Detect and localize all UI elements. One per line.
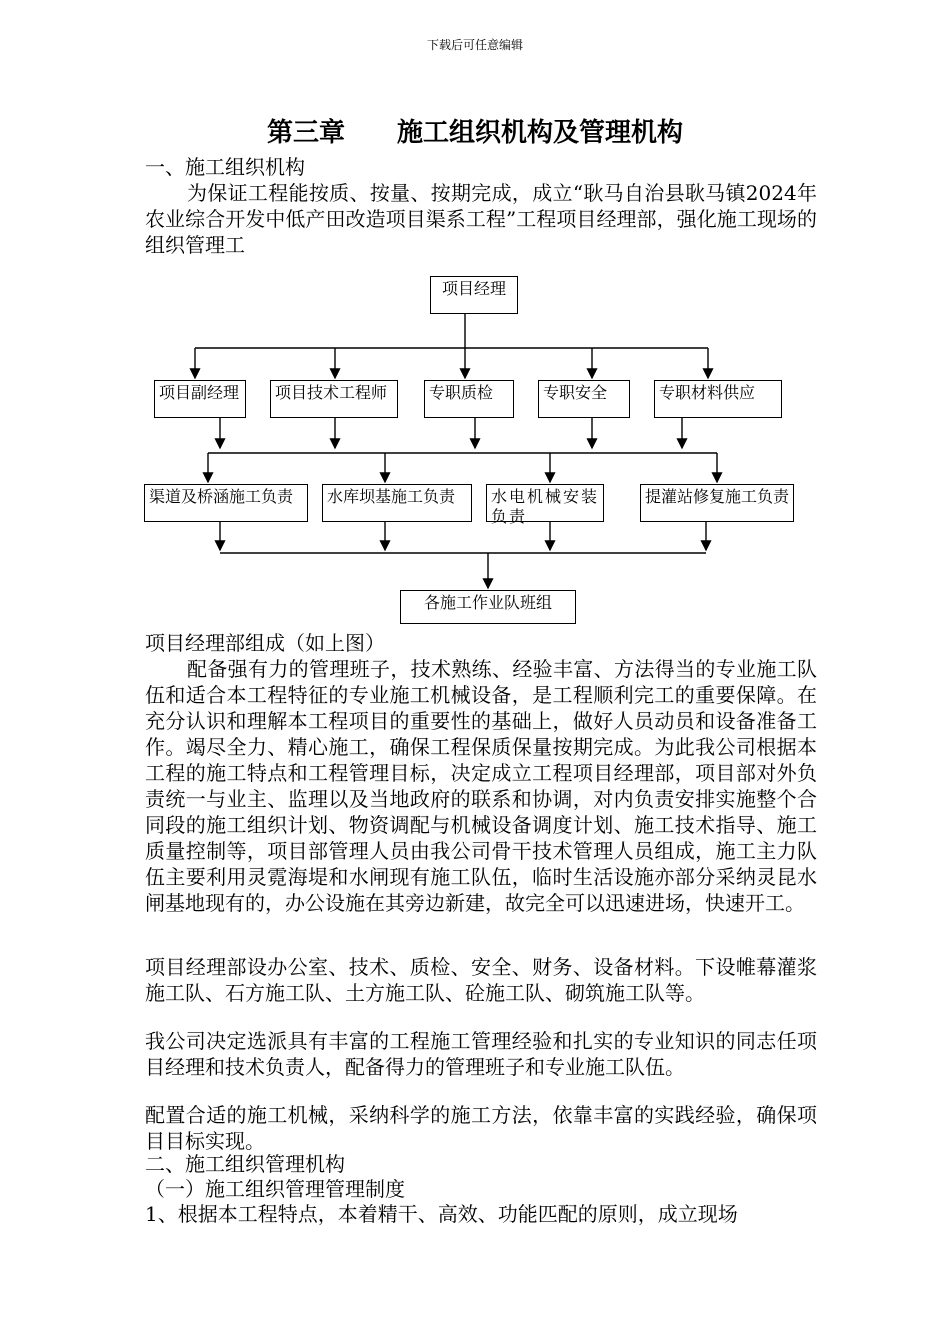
org-node-project-manager: 项目经理 bbox=[430, 276, 518, 314]
org-node-pump-station-lead: 提灌站修复施工负责 bbox=[640, 484, 794, 522]
org-chart bbox=[140, 270, 820, 630]
org-node-safety-officer: 专职安全 bbox=[538, 380, 630, 418]
org-node-reservoir-dam-lead: 水库坝基施工负责 bbox=[322, 484, 472, 522]
org-node-mechanical-install-lead: 水电机械安装负责 bbox=[486, 484, 604, 522]
section2-subheading: （一）施工组织管理管理制度 bbox=[145, 1177, 405, 1201]
org-node-quality-inspector: 专职质检 bbox=[424, 380, 514, 418]
page-header: 下载后可任意编辑 bbox=[426, 38, 523, 52]
org-node-deputy-manager: 项目副经理 bbox=[154, 380, 246, 418]
org-chart-caption: 项目经理部组成（如上图） bbox=[145, 631, 385, 655]
section2-heading: 二、施工组织管理机构 bbox=[145, 1152, 345, 1176]
intro-paragraph: 为保证工程能按质、按量、按期完成，成立“耿马自治县耿马镇2024年农业综合开发中低产田改造项目渠系工程”工程项目经理部，强化施工现场的组织管理工 bbox=[145, 181, 817, 257]
chapter-title: 第三章 施工组织机构及管理机构 bbox=[266, 118, 683, 148]
org-node-work-teams: 各施工作业队班组 bbox=[400, 590, 576, 624]
body-paragraph-3: 我公司决定选派具有丰富的工程施工管理经验和扎实的专业知识的同志任项目经理和技术负责人，配备得力的管理班子和专业施工队伍。 bbox=[145, 1029, 817, 1079]
section2-item-1: 1、根据本工程特点，本着精干、高效、功能匹配的原则，成立现场 bbox=[145, 1202, 738, 1226]
body-paragraph-2: 项目经理部设办公室、技术、质检、安全、财务、设备材料。下设帷幕灌浆施工队、石方施工队、土方施工队、砼施工队、砌筑施工队等。 bbox=[145, 955, 817, 1005]
section-heading: 一、施工组织机构 bbox=[145, 155, 305, 179]
body-paragraph-4: 配置合适的施工机械，采纳科学的施工方法，依靠丰富的实践经验，确保项目目标实现。 bbox=[145, 1103, 817, 1153]
org-node-technical-engineer: 项目技术工程师 bbox=[270, 380, 398, 418]
body-paragraph-1: 配备强有力的管理班子，技术熟练、经验丰富、方法得当的专业施工队伍和适合本工程特征的专业施工机械设备，是工程顺利完工的重要保障。在充分认识和理解本工程项目的重要性的基础上，做好人员动员和设备准备工作。竭尽全力、精心施工，确保工程保质保量按期完成。为此我公司根据本工程的施工特点和工程管理目标，决定成立工程项目经理部，项目部对外负责统一与业主、监理以及当地政府的联系和协调，对内负责安排实施整个合同段的施工组织计划、物资调配与机械设备调度计划、施工技术指导、施工质量控制等，项目部管理人员由我公司骨干技术管理人员组成，施工主力队伍主要利用灵霓海堤和水闸现有施工队伍，临时生活设施亦部分采纳灵昆水闸基地现有的，办公设施在其旁边新建，故完全可以迅速进场，快速开工。 bbox=[145, 657, 817, 915]
org-chart-connectors bbox=[140, 270, 820, 630]
org-node-canal-bridge-lead: 渠道及桥涵施工负责 bbox=[144, 484, 308, 522]
org-node-material-supply: 专职材料供应 bbox=[654, 380, 782, 418]
